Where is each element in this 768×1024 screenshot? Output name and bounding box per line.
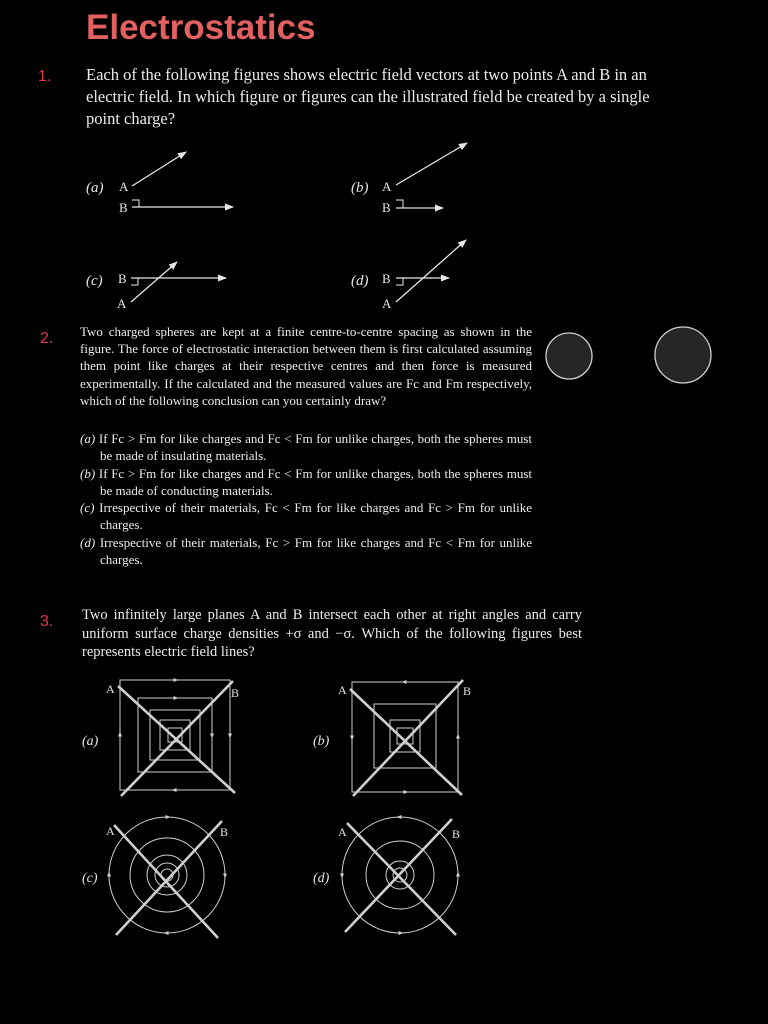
plane-a-label: A xyxy=(338,683,347,697)
point-b-label: B xyxy=(119,200,128,215)
figure-label: (c) xyxy=(82,871,98,886)
q1-figure-d xyxy=(351,240,466,311)
point-b-label: B xyxy=(382,200,391,215)
point-a-label: A xyxy=(382,179,392,194)
option-text: Irrespective of their materials, Fc < Fm for like charges and Fc > Fm for unlike charges. xyxy=(99,500,533,533)
right-angle-mark xyxy=(131,278,138,285)
point-a-label: A xyxy=(119,179,129,194)
figure-label: (d) xyxy=(313,871,330,886)
q3-figure-a xyxy=(82,680,239,796)
plane-a-label: A xyxy=(106,682,115,696)
point-a-label: A xyxy=(382,296,392,311)
option-label: (a) xyxy=(80,431,96,446)
question-1-number: 1. xyxy=(38,68,52,85)
q1-figure-a xyxy=(86,152,233,215)
plane-b-label: B xyxy=(452,827,461,841)
q3-figure-d xyxy=(313,817,460,935)
q1-figure-c xyxy=(86,262,226,311)
field-vector-a xyxy=(396,240,466,302)
charged-sphere-large xyxy=(655,327,711,383)
right-angle-mark xyxy=(396,278,403,285)
plane-b-label: B xyxy=(231,686,240,700)
option-label: (b) xyxy=(80,465,96,481)
q3-figure-c xyxy=(82,817,228,938)
plane-a-label: A xyxy=(338,825,347,839)
figure-label: (d) xyxy=(351,273,369,289)
right-angle-mark xyxy=(396,200,403,208)
question-1-text: Each of the following figures shows electric field vectors at two points A and B in an electric field. In which figure or figures can the illustrated field be created by a single point charge? xyxy=(86,65,650,128)
q3-figure-b xyxy=(313,680,471,796)
figure-label: (a) xyxy=(82,734,99,749)
option-text: If Fc > Fm for like charges and Fc < Fm for unlike charges, both the spheres must be made of insulating materials. xyxy=(98,431,532,464)
point-a-label: A xyxy=(117,296,127,311)
figure-label: (c) xyxy=(86,273,103,289)
field-lines xyxy=(109,817,225,933)
point-b-label: B xyxy=(118,271,127,286)
option-text: Irrespective of their materials, Fc > Fm for like charges and Fc < Fm for unlike charges. xyxy=(99,534,533,568)
option-text: If Fc > Fm for like charges and Fc < Fm for unlike charges, both the spheres must be made of conducting materials. xyxy=(98,465,532,498)
plane-b-label: B xyxy=(220,825,229,839)
field-vector-a xyxy=(132,152,186,186)
question-3-text: Two infinitely large planes A and B intersect each other at right angles and carry uniform surface charge densities +σ and −σ. Which of the following figures best represents electric field lines? xyxy=(82,607,582,660)
plane-a-label: A xyxy=(106,824,115,838)
point-b-label: B xyxy=(382,271,391,286)
plane-b-label: B xyxy=(463,684,472,698)
field-vector-a xyxy=(396,143,467,185)
figure-label: (a) xyxy=(86,180,104,196)
q1-figure-b xyxy=(351,143,467,215)
question-3-number: 3. xyxy=(40,613,54,630)
figure-label: (b) xyxy=(313,734,330,749)
question-2-text: Two charged spheres are kept at a finite centre-to-centre spacing as shown in the figure. The force of electrostatic interaction between them is first calculated assuming them point like charges at their respective centres and then force is measured experimentally. If the calculated and the measured values are Fc and Fm respectively, which of the following conclusion can you certainly draw? xyxy=(80,324,532,408)
page-title: Electrostatics xyxy=(86,8,316,47)
charged-sphere-small xyxy=(546,333,592,379)
charged-planes xyxy=(345,819,456,935)
figure-label: (b) xyxy=(351,180,369,196)
option-label: (d) xyxy=(80,534,96,550)
question-2-number: 2. xyxy=(40,330,54,347)
option-label: (c) xyxy=(80,500,95,516)
right-angle-mark xyxy=(132,200,139,207)
charged-planes xyxy=(350,680,463,796)
